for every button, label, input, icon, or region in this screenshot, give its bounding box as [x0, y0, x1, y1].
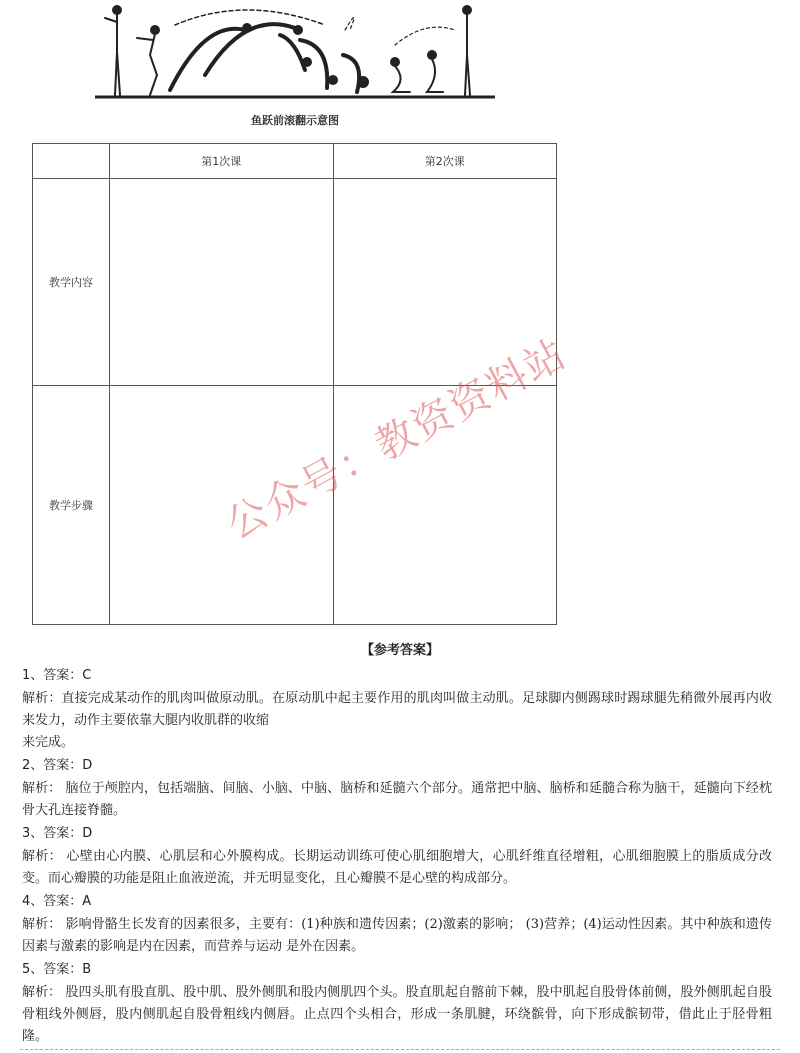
- answer-label: 2、答案：D: [22, 758, 93, 773]
- table-corner-cell: [33, 144, 110, 179]
- answer-explanation: 解析： 股四头肌有股直肌、股中肌、股外侧肌和股内侧肌四个头。股直肌起自髂前下棘，股中肌起自股骨体前侧，股外侧肌起自股骨粗线外侧唇，股内侧肌起自股骨粗线内侧唇。止点四个头相合，形成一条肌腱，环绕髌骨，向下形成髌韧带，借此止于胫骨粗隆。: [22, 985, 772, 1044]
- table-row-content: [33, 179, 557, 386]
- table-header-row: [33, 144, 557, 179]
- answers-list: [22, 666, 772, 1050]
- row-label-content: 教学内容: [33, 179, 110, 386]
- answer-label: 1、答案：C: [22, 668, 92, 683]
- answer-explanation: 解析： 心壁由心内膜、心肌层和心外膜构成。长期运动训练可使心肌细胞增大，心肌纤维直径增粗，心肌细胞膜上的脂质成分改变。而心瓣膜的功能是阻止血液逆流，并无明显变化，且心瓣膜不是心壁的构成部分。: [22, 849, 772, 886]
- answer-item: [22, 960, 772, 1048]
- answer-label: 4、答案：A: [22, 894, 92, 909]
- cell-content-lesson-1: [110, 179, 334, 386]
- header-lesson-2: 第2次课: [333, 144, 557, 179]
- answer-explanation: [22, 688, 772, 754]
- header-lesson-1: 第1次课: [110, 144, 334, 179]
- answer-label: 5、答案：B: [22, 962, 92, 977]
- answer-item: [22, 892, 772, 958]
- answer-item: [22, 824, 772, 890]
- answer-explanation: 解析： 脑位于颅腔内，包括端脑、间脑、小脑、中脑、脑桥和延髓六个部分。通常把中脑、脑桥和延髓合称为脑干，延髓向下经枕骨大孔连接脊髓。: [22, 781, 772, 818]
- answer-item: [22, 756, 772, 822]
- figure-caption: 鱼跃前滚翻示意图: [251, 114, 339, 127]
- watermark: 公众号：教资资料站: [219, 330, 575, 549]
- answer-label: 3、答案：D: [22, 826, 93, 841]
- answer-explanation-continued: 来完成。: [22, 735, 75, 750]
- row-label-steps: 教学步骤: [33, 386, 110, 625]
- answer-explanation: 解析： 影响骨骼生长发育的因素很多，主要有：(1)种族和遗传因素；(2)激素的影响； (3)营养；(4)运动性因素。其中种族和遗传因素与激素的影响是内在因素，而营养与运动 是外在因素。: [22, 917, 772, 954]
- dive-roll-illustration: [95, 0, 495, 105]
- bottom-divider: [20, 1049, 780, 1050]
- answers-title: 【参考答案】: [360, 643, 439, 658]
- dive-roll-figures: [95, 0, 495, 105]
- answer-item: [22, 666, 772, 754]
- answer-explanation-text: 解析：直接完成某动作的肌肉叫做原动肌。在原动肌中起主要作用的肌肉叫做主动肌。足球脚内侧踢球时踢球腿先稍微外展再内收来发力，动作主要依靠大腿内收肌群的收缩: [22, 691, 772, 728]
